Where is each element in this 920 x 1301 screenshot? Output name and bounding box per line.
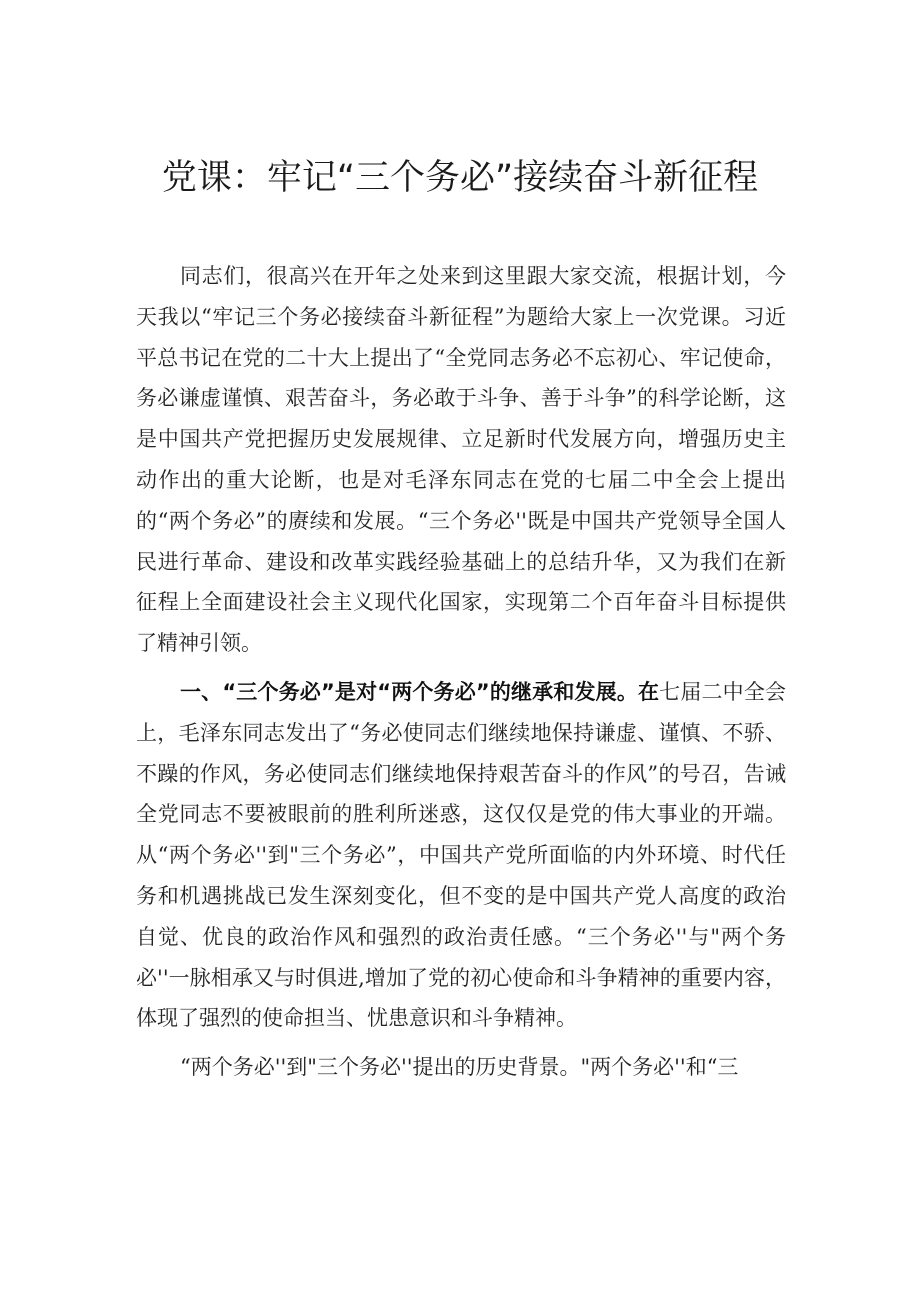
paragraph-intro	[136, 256, 786, 664]
paragraph-intro-text: 同志们，很高兴在开年之处来到这里跟大家交流，根据计划，今天我以“牢记三个务必接续奋斗新征程”为题给大家上一次党课。习近平总书记在党的二十大上提出了“全党同志务必不忘初心、牢记使命，务必谦虚谨慎、艰苦奋斗，务必敢于斗争、善于斗争”的科学论断，这是中国共产党把握历史发展规律、立足新时代发展方向，增强历史主动作出的重大论断，也是对毛泽东同志在党的七届二中全会上提出的“两个务必”的赓续和发展。“三个务必''既是中国共产党领导全国人民进行革命、建设和改革实践经验基础上的总结升华，又为我们在新征程上全面建设社会主义现代化国家，实现第二个百年奋斗目标提供了精神引领。	[136, 264, 786, 656]
page-title: 党课：牢记“三个务必”接续奋斗新征程	[161, 158, 759, 198]
section-heading: 一、“三个务必”是对“两个务必”的继承和发展。在	[180, 679, 660, 704]
paragraph-background	[136, 1047, 786, 1088]
paragraph-section-one-text: 七届二中全会上，毛泽东同志发出了“务必使同志们继续地保持谦虚、谨慎、不骄、不躁的作风，务必使同志们继续地保持艰苦奋斗的作风”的号召，告诫全党同志不要被眼前的胜利所迷惑，这仅仅是党的伟大事业的开端。从“两个务必''到"三个务必”，中国共产党所面临的内外环境、时代任务和机遇挑战已发生深刻变化，但不变的是中国共产党人高度的政治自觉、优良的政治作风和强烈的政治责任感。“三个务必''与"两个务必''一脉相承又与时俱进,增加了党的初心使命和斗争精神的重要内容，体现了强烈的使命担当、忧患意识和斗争精神。	[136, 679, 786, 1031]
paragraph-section-one	[136, 672, 786, 1039]
document-body	[136, 256, 786, 1088]
paragraph-background-text: “两个务必''到"三个务必''提出的历史背景。"两个务必''和“三	[180, 1055, 739, 1080]
